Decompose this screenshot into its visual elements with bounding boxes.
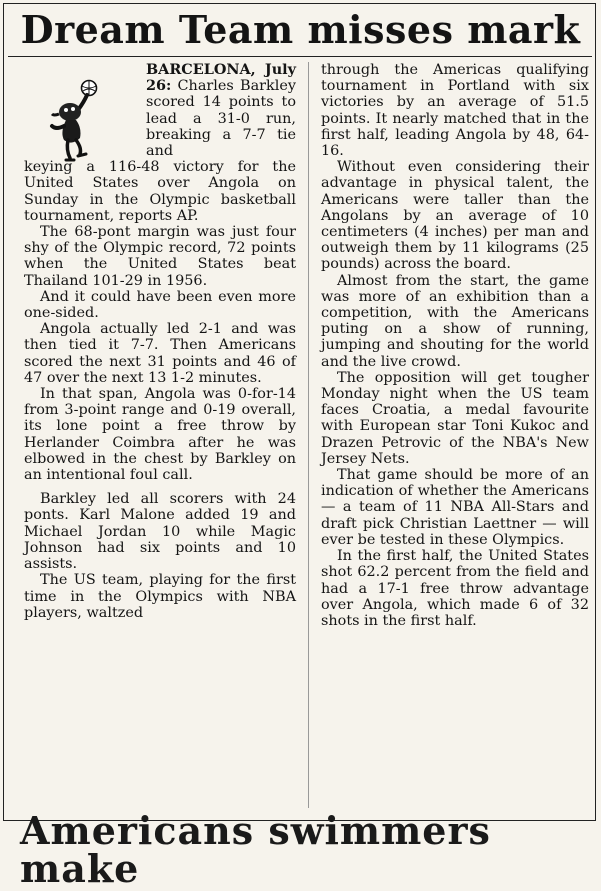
paragraph: Angola actually led 2-1 and was then tied it 7-7. Then Americans scored the next 31 points and 46 of 47 over the next 13 1-2 minutes. xyxy=(24,321,296,386)
column-left xyxy=(24,62,296,621)
paragraph: In the first half, the United States shot 62.2 percent from the field and had a 17-1 free throw advantage over Angola, which made 6 of 32 shots in the first half. xyxy=(321,548,589,629)
lead-text-continued: keying a 116-48 victory for the United States over Angola on Sunday in the Olympic basketball tournament, reports AP. xyxy=(24,159,296,224)
paragraph: Without even considering their advantage in physical talent, the Americans were taller than the Angolans by an average of 10 centimeters (4 inches) per man and outweigh them by 11 kilograms (25 pounds) across the board. xyxy=(321,159,589,273)
lead-paragraph xyxy=(24,62,296,159)
next-headline-fragment: Americans swimmers make xyxy=(20,808,491,891)
paragraph: Barkley led all scorers with 24 ponts. Karl Malone added 19 and Michael Jordan 10 while Magic Johnson had six points and 10 assists. xyxy=(24,491,296,573)
paragraph: The 68-pont margin was just four shy of the Olympic record, 72 points when the United States beat Thailand 101-29 in 1956. xyxy=(24,224,296,289)
paragraph: The opposition will get tougher Monday night when the US team faces Croatia, a medal favourite with European star Toni Kukoc and Drazen Petrovic of the NBA's New Jersey Nets. xyxy=(321,369,589,467)
column-divider xyxy=(308,62,309,808)
paragraph: And it could have been even more one-sided. xyxy=(24,288,296,322)
paragraph: through the Americas qualifying tournament in Portland with six victories by an average of 51.5 points. It nearly matched that in the first half, leading Angola by 48, 64-16. xyxy=(321,62,589,160)
paragraph: The US team, playing for the first time in the Olympics with NBA players, waltzed xyxy=(24,572,296,621)
headline: Dream Team misses mark xyxy=(20,7,581,52)
paragraph: In that span, Angola was 0-for-14 from 3-point range and 0-19 overall, its lone point a free throw by Herlander Coimbra after he was elbowed in the chest by Barkley on an intentional foul call. xyxy=(24,386,296,484)
headline-rule xyxy=(8,56,592,57)
paragraph: Almost from the start, the game was more of an exhibition than a competition, with the Americans puting on a show of running, jumping and shouting for the world and the live crowd. xyxy=(321,272,589,370)
paragraph: That game should be more of an indication of whether the Americans — a team of 11 NBA All-Stars and draft pick Christian Laettner — will ever be tested in these Olympics. xyxy=(321,467,589,548)
dateline: BARCELONA, July 26: xyxy=(146,61,296,95)
column-right xyxy=(321,62,589,629)
lead-text-start: Charles Barkley scored 14 points to lead a 31-0 run, breaking a 7-7 tie and xyxy=(146,78,296,160)
